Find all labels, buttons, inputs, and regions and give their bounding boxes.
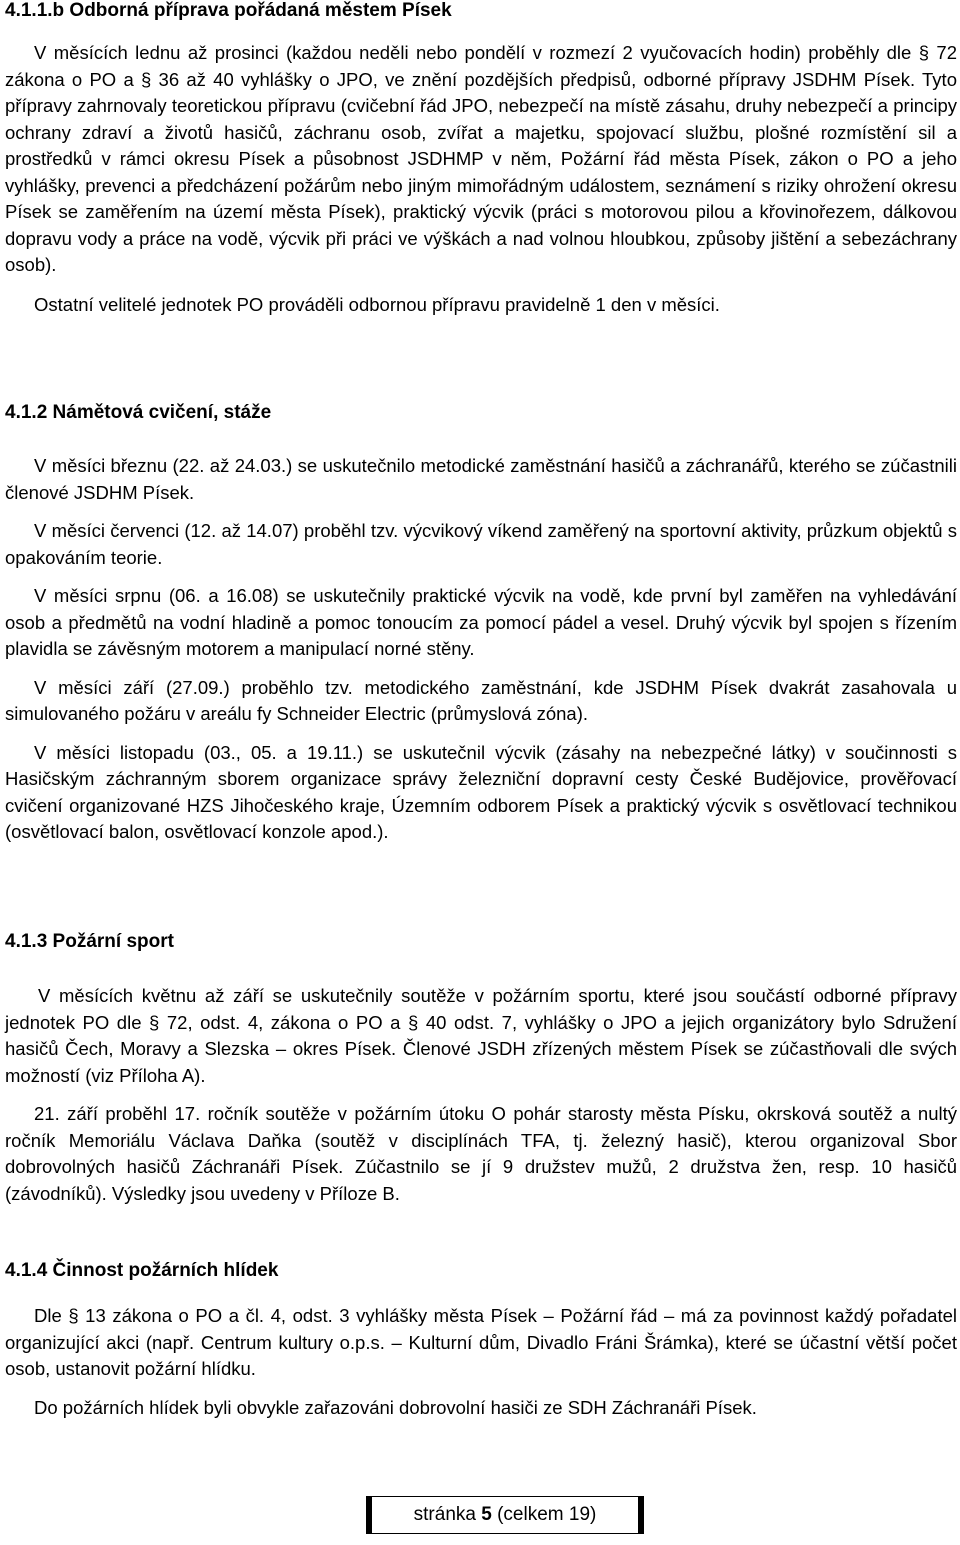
paragraph: 21. září proběhl 17. ročník soutěže v požárním útoku O pohár starosty města Písku, okrsková soutěž a nultý ročník Memoriálu Václava Daňka (soutěž v disciplínách TFA, tj. železný hasič), kterou organizoval Sbor dobrovolných hasičů Záchranáři Písek. Zúčastnilo se jí 9 družstev mužů, 2 družstva žen, resp. 10 hasičů (závodníků). Výsledky jsou uvedeny v Příloze B.	[5, 1103, 957, 1204]
section-heading-4-1-2: 4.1.2 Námětová cvičení, stáže	[5, 402, 272, 423]
paragraph: Do požárních hlídek byli obvykle zařazováni dobrovolní hasiči ze SDH Záchranáři Písek.	[34, 1396, 757, 1418]
page-label: stránka	[413, 1504, 482, 1525]
page-number: 5	[481, 1504, 492, 1525]
section-heading-4-1-1-b: 4.1.1.b Odborná příprava pořádaná městem Písek	[5, 0, 452, 21]
page-total: (celkem 19)	[491, 1504, 597, 1525]
paragraph: V měsících květnu až září se uskutečnily soutěže v požárním sportu, které jsou součástí odborné přípravy jednotek PO dle § 72, odst. 4, zákona o PO a § 40 odst. 7, vyhlášky o JPO a jejich organizátory bylo Sdružení hasičů Čech, Moravy a Slezska – okres Písek. Členové JSDH zřízených městem Písek se zúčastňovali dle svých možností (viz Příloha A).	[5, 985, 957, 1086]
paragraph: Ostatní velitelé jednotek PO prováděli odbornou přípravu pravidelně 1 den v měsíci.	[34, 293, 720, 315]
section-body-4-1-1-b	[5, 40, 957, 318]
section-heading-4-1-3: 4.1.3 Požární sport	[5, 931, 174, 952]
page-number-footer	[366, 1496, 644, 1534]
paragraph: V měsíci listopadu (03., 05. a 19.11.) se uskutečnil výcvik (zásahy na nebezpečné látky) v součinnosti s Hasičským záchranným sborem organizace správy železniční dopravní cesty České Budějovice, prověřovací cvičení organizované HZS Jihočeského kraje, Územním odborem Písek a praktický výcvik s osvětlovací technikou (osvětlovací balon, osvětlovací konzole apod.).	[5, 741, 957, 842]
section-body-4-1-4	[5, 1303, 957, 1421]
paragraph: V měsíci srpnu (06. a 16.08) se uskutečnily praktické výcvik na vodě, kde první byl zaměřen na vyhledávání osob a předmětů na vodní hladině a pomoc tonoucím za pomocí pádel a vesel. Druhý výcvik byl spojen s řízením plavidla se závěsným motorem a manipulací norné stěny.	[5, 585, 957, 659]
paragraph: V měsíci březnu (22. až 24.03.) se uskutečnilo metodické zaměstnání hasičů a záchranářů, kterého se zúčastnili členové JSDHM Písek.	[5, 455, 957, 503]
section-body-4-1-3	[5, 983, 957, 1207]
paragraph: V měsíci září (27.09.) proběhlo tzv. metodického zaměstnání, kde JSDHM Písek dvakrát zasahovala u simulovaného požáru v areálu fy Schneider Electric (průmyslová zóna).	[5, 676, 957, 724]
section-heading-4-1-4: 4.1.4 Činnost požárních hlídek	[5, 1260, 279, 1281]
paragraph: V měsíci červenci (12. až 14.07) proběhl tzv. výcvikový víkend zaměřený na sportovní aktivity, průzkum objektů s opakováním teorie.	[5, 520, 957, 568]
paragraph: Dle § 13 zákona o PO a čl. 4, odst. 3 vyhlášky města Písek – Požární řád – má za povinnost každý pořadatel organizující akci (např. Centrum kultury o.p.s. – Kulturní dům, Divadlo Fráni Šrámka), které se účastní větší počet osob, ustanovit požární hlídku.	[5, 1305, 957, 1379]
paragraph: V měsících lednu až prosinci (každou neděli nebo pondělí v rozmezí 2 vyučovacích hodin) proběhly dle § 72 zákona o PO a § 36 až 40 vyhlášky o JPO, ve znění pozdějších předpisů, odborné přípravy JSDHM Písek. Tyto přípravy zahrnovaly teoretickou přípravu (cvičební řád JPO, nebezpečí na místě zásahu, druhy nebezpečí a principy ochrany zdraví a životů hasičů, záchranu osob, zvířat a majetku, spojovací službu, plošné rozmístění sil a prostředků v rámci okresu Písek a působnost JSDHMP v něm, Požární řád města Písek, zákon o PO a jeho vyhlášky, prevenci a předcházení požárům nebo jiným mimořádným událostem, seznámení s riziky ohrožení okresu Písek se zaměřením na území města Písek), praktický výcvik (práci s motorovou pilou a křovinořezem, dálkovou dopravu vody a práce na vodě, výcvik při práci ve výškách a nad volnou hloubkou, způsoby jištění a sebezáchrany osob).	[5, 42, 957, 275]
section-body-4-1-2	[5, 453, 957, 846]
